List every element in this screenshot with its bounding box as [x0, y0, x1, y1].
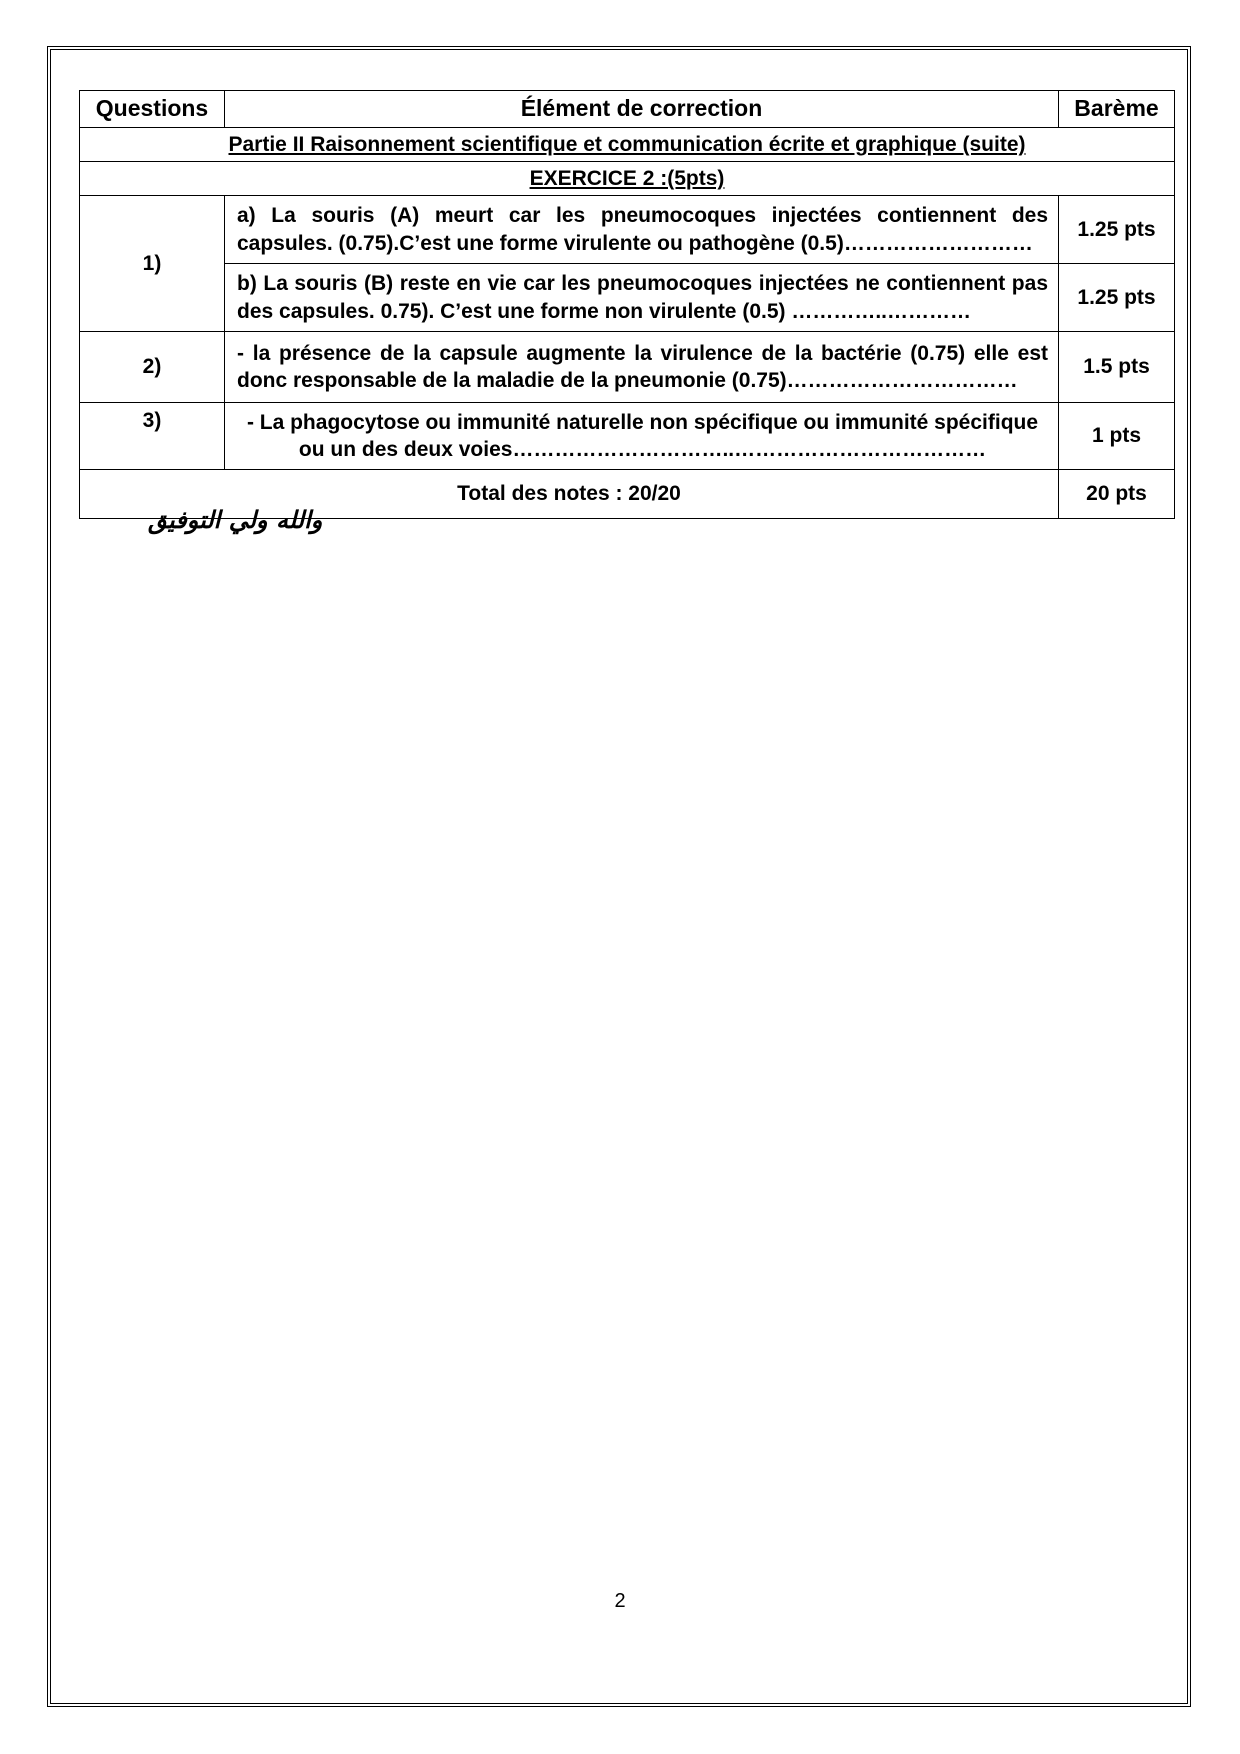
question-number: 1) [80, 196, 225, 332]
correction-table [79, 90, 1175, 519]
exercise-title-cell [80, 162, 1175, 196]
answer-text: b) La souris (B) reste en vie car les pneumocoques injectées ne contiennent pas des capsules. 0.75). C’est une forme non virulente (0.5) …………..………… [225, 264, 1059, 332]
closing-arabic-text: والله ولي التوفيق [148, 505, 323, 534]
header-questions: Questions [80, 91, 225, 128]
part-title: Partie II Raisonnement scientifique et communication écrite et graphique (suite) [228, 132, 1026, 156]
points-cell: 1.25 pts [1059, 196, 1175, 264]
page-number: 2 [614, 1590, 626, 1612]
question-number: 3) [80, 403, 225, 470]
header-element: Élément de correction [225, 91, 1059, 128]
header-bareme: Barème [1059, 91, 1175, 128]
exercise-title: EXERCICE 2 :(5pts) [529, 166, 725, 190]
answer-text: a) La souris (A) meurt car les pneumocoques injectées contiennent des capsules. (0.75).C’est une forme virulente ou pathogène (0.5)……………………… [225, 196, 1059, 264]
part-title-row [80, 128, 1175, 162]
table-row [80, 403, 1175, 470]
exercise-title-row [80, 162, 1175, 196]
points-cell: 1 pts [1059, 403, 1175, 470]
total-points: 20 pts [1059, 470, 1175, 519]
answer-text: - la présence de la capsule augmente la virulence de la bactérie (0.75) elle est donc responsable de la maladie de la pneumonie (0.75)…………………………… [225, 332, 1059, 403]
table-row [80, 264, 1175, 332]
points-cell: 1.25 pts [1059, 264, 1175, 332]
question-number: 2) [80, 332, 225, 403]
table-row [80, 196, 1175, 264]
answer-text: - La phagocytose ou immunité naturelle non spécifique ou immunité spécifique ou un des deux voies…………………………..……………………………… [225, 403, 1059, 470]
points-cell: 1.5 pts [1059, 332, 1175, 403]
total-label: Total des notes : 20/20 [80, 470, 1059, 519]
table-row [80, 332, 1175, 403]
table-header-row [80, 91, 1175, 128]
part-title-cell [80, 128, 1175, 162]
